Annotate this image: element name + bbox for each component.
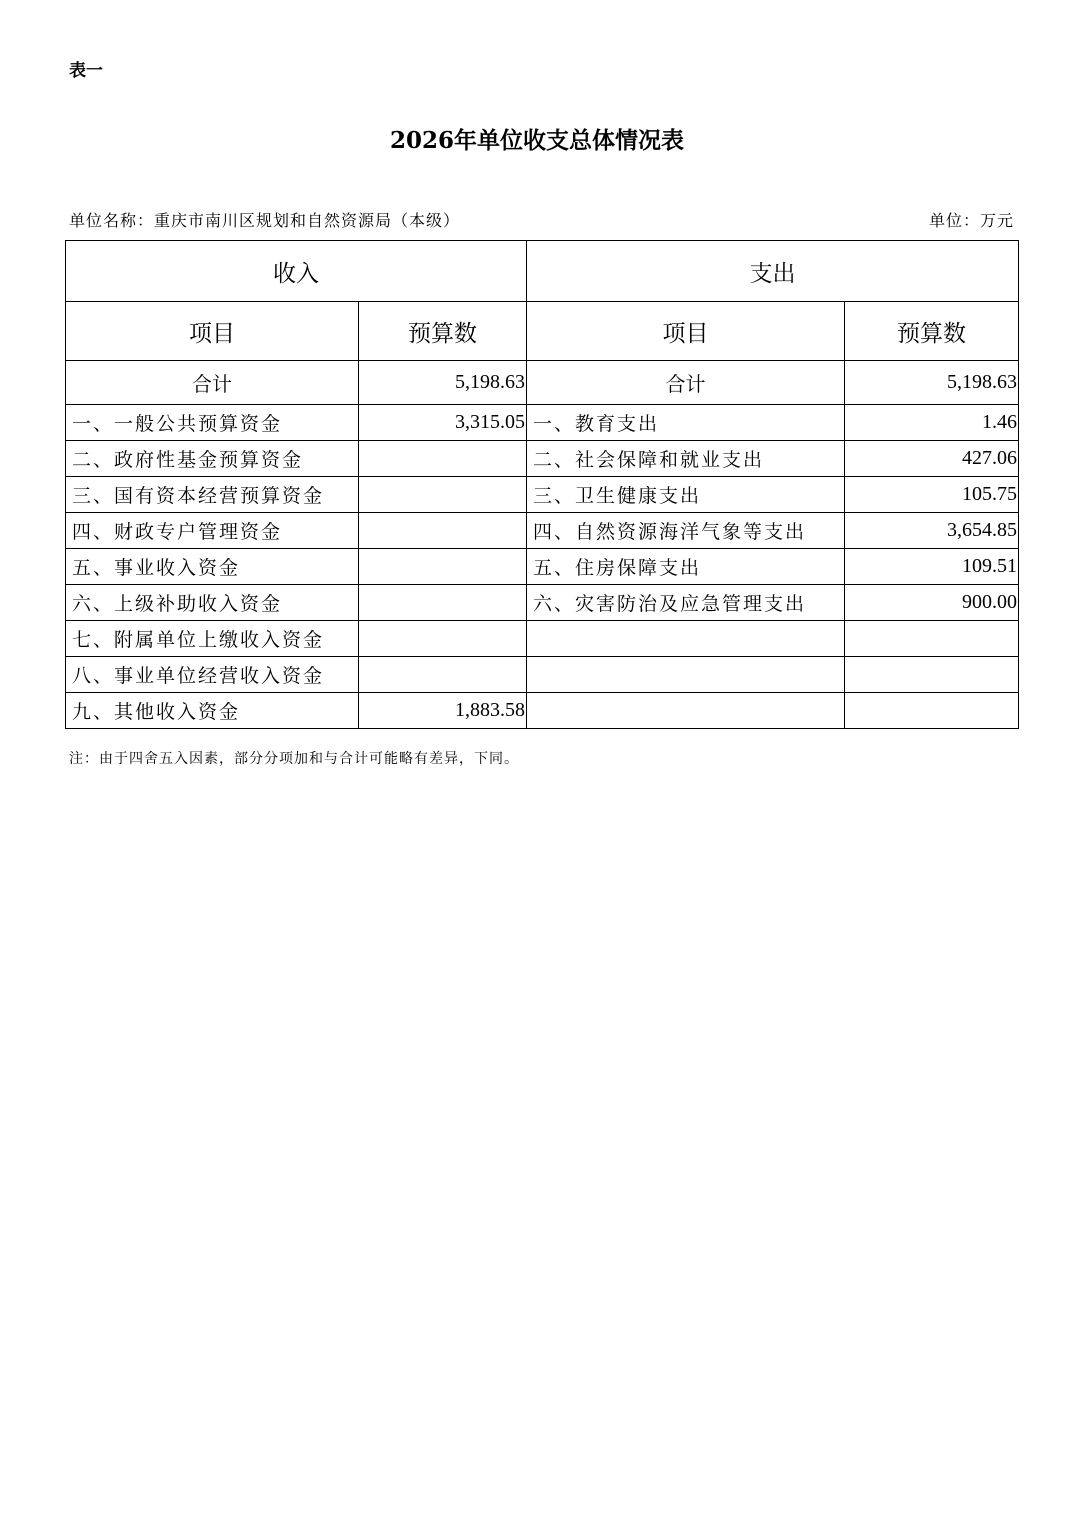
expenditure-item: 二、社会保障和就业支出	[527, 441, 845, 477]
expenditure-item: 三、卫生健康支出	[527, 477, 845, 513]
unit-name: 单位名称：重庆市南川区规划和自然资源局（本级）	[69, 211, 461, 230]
expenditure-item	[527, 621, 845, 657]
income-value	[359, 585, 527, 621]
income-item: 六、上级补助收入资金	[66, 585, 359, 621]
expenditure-item-header: 项目	[527, 302, 845, 361]
income-item: 八、事业单位经营收入资金	[66, 657, 359, 693]
income-item: 四、财政专户管理资金	[66, 513, 359, 549]
income-total-value: 5,198.63	[359, 361, 527, 405]
footnote: 注：由于四舍五入因素，部分分项加和与合计可能略有差异，下同。	[69, 751, 519, 767]
income-item: 二、政府性基金预算资金	[66, 441, 359, 477]
table-row	[66, 549, 1019, 585]
income-item: 五、事业收入资金	[66, 549, 359, 585]
total-row	[66, 361, 1019, 405]
income-value	[359, 549, 527, 585]
table-row	[66, 693, 1019, 729]
expenditure-value: 427.06	[845, 441, 1019, 477]
expenditure-value	[845, 693, 1019, 729]
expenditure-value: 900.00	[845, 585, 1019, 621]
table-row	[66, 441, 1019, 477]
expenditure-total-label: 合计	[527, 361, 845, 405]
unit-measure: 单位：万元	[928, 211, 1014, 230]
expenditure-item: 四、自然资源海洋气象等支出	[527, 513, 845, 549]
expenditure-item: 五、住房保障支出	[527, 549, 845, 585]
income-value: 3,315.05	[359, 405, 527, 441]
table-row	[66, 585, 1019, 621]
section-header-row	[66, 241, 1019, 302]
expenditure-value	[845, 657, 1019, 693]
expenditure-item	[527, 657, 845, 693]
income-item-header: 项目	[66, 302, 359, 361]
table-row	[66, 621, 1019, 657]
income-item: 九、其他收入资金	[66, 693, 359, 729]
income-value	[359, 621, 527, 657]
table-row	[66, 513, 1019, 549]
expenditure-budget-header: 预算数	[845, 302, 1019, 361]
column-header-row	[66, 302, 1019, 361]
table-label: 表一	[69, 61, 103, 81]
income-total-label: 合计	[66, 361, 359, 405]
table-row	[66, 477, 1019, 513]
income-value: 1,883.58	[359, 693, 527, 729]
income-item: 七、附属单位上缴收入资金	[66, 621, 359, 657]
income-value	[359, 477, 527, 513]
income-value	[359, 441, 527, 477]
income-budget-header: 预算数	[359, 302, 527, 361]
income-value	[359, 513, 527, 549]
expenditure-total-value: 5,198.63	[845, 361, 1019, 405]
expenditure-value: 3,654.85	[845, 513, 1019, 549]
income-header: 收入	[66, 241, 527, 302]
expenditure-item	[527, 693, 845, 729]
income-value	[359, 657, 527, 693]
expenditure-value	[845, 621, 1019, 657]
expenditure-value: 109.51	[845, 549, 1019, 585]
expenditure-value: 1.46	[845, 405, 1019, 441]
budget-table	[65, 240, 1019, 729]
income-item: 三、国有资本经营预算资金	[66, 477, 359, 513]
expenditure-value: 105.75	[845, 477, 1019, 513]
expenditure-item: 一、教育支出	[527, 405, 845, 441]
expenditure-header: 支出	[527, 241, 1019, 302]
income-item: 一、一般公共预算资金	[66, 405, 359, 441]
expenditure-item: 六、灾害防治及应急管理支出	[527, 585, 845, 621]
table-row	[66, 405, 1019, 441]
document-title: 2026年单位收支总体情况表	[389, 127, 684, 154]
table-row	[66, 657, 1019, 693]
